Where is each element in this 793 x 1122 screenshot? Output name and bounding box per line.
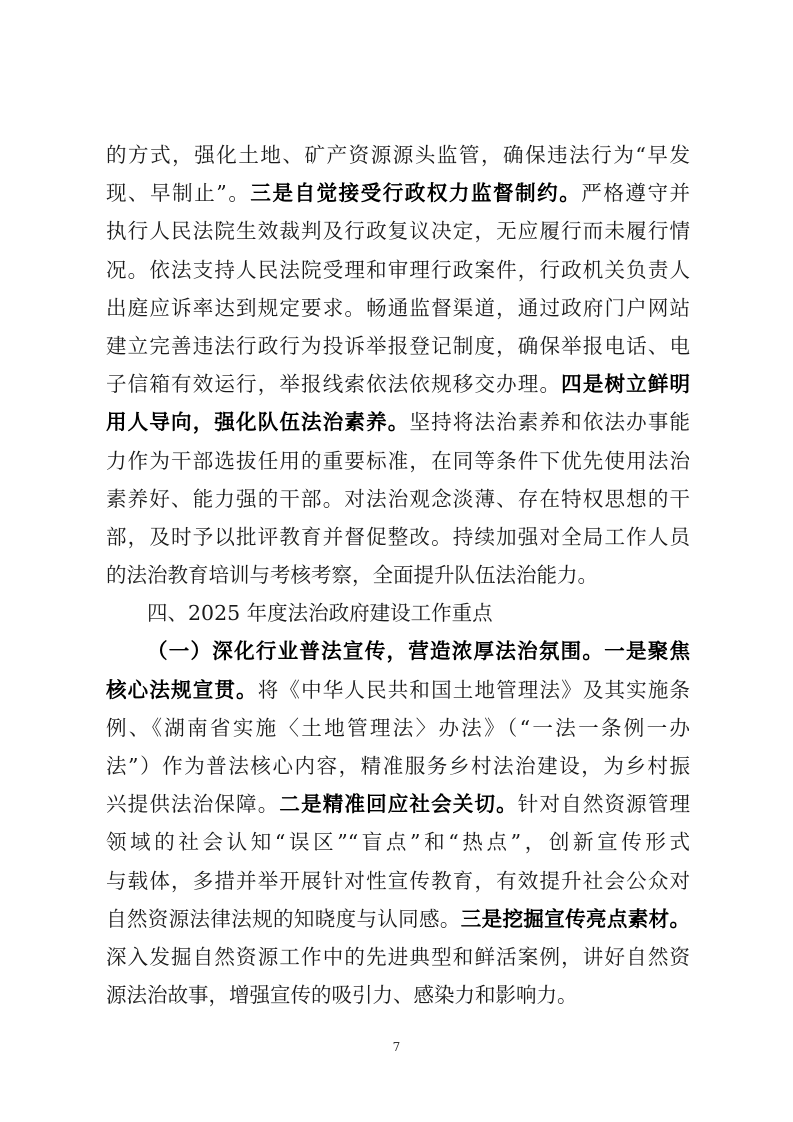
document-body	[106, 136, 690, 1014]
text-segment: 严格遵守并	[581, 181, 690, 206]
text-segment: 的法治教育培训与考核考察，全面提升队伍法治能力。	[106, 563, 598, 588]
text-segment: 部，及时予以批评教育并督促整改。持续加强对全局工作人员	[106, 524, 690, 549]
bold-text: 核心法规宣贯。	[106, 677, 258, 702]
text-line	[106, 747, 690, 785]
text-line	[106, 212, 690, 250]
text-line	[106, 518, 690, 556]
text-line	[106, 862, 690, 900]
bold-text: 用人导向，强化队伍法治素养。	[106, 410, 410, 435]
text-segment: 兴提供法治保障。	[106, 792, 280, 817]
text-line	[106, 174, 690, 212]
text-line	[106, 709, 690, 747]
text-segment: 执行人民法院生效裁判及行政复议决定，无应履行而未履行情	[106, 219, 690, 244]
text-segment: 四、2025 年度法治政府建设工作重点	[147, 601, 493, 626]
text-segment: 针对自然资源管理	[517, 792, 691, 817]
text-line	[106, 136, 690, 174]
bold-text: 四是树立鲜明	[561, 372, 691, 397]
bold-text: 一是聚焦	[604, 639, 690, 664]
page-number: 7	[392, 1040, 401, 1054]
text-segment: 法”）作为普法核心内容，精准服务乡村法治建设，为乡村振	[106, 754, 690, 778]
text-line	[106, 632, 690, 670]
text-segment: 况。依法支持人民法院受理和审理行政案件，行政机关负责人	[106, 257, 690, 282]
bold-text: 二是精准回应社会关切。	[279, 792, 518, 817]
text-segment: 的方式，强化土地、矿产资源源头监管，确保违法行为“早发	[106, 143, 690, 167]
text-segment: 素养好、能力强的干部。对法治观念淡薄、存在特权思想的干	[106, 486, 690, 511]
text-line	[106, 938, 690, 976]
text-line	[106, 671, 690, 709]
text-segment: 力作为干部选拔任用的重要标准，在同等条件下优先使用法治	[106, 448, 690, 473]
text-segment: 将《中华人民共和国土地管理法》及其实施条	[257, 677, 691, 702]
text-line	[106, 556, 690, 594]
text-line	[106, 251, 690, 289]
text-segment: 现、早制止”。	[106, 181, 251, 206]
text-line	[106, 823, 690, 861]
text-line	[106, 480, 690, 518]
bold-text: 三是自觉接受行政权力监督制约。	[250, 181, 582, 206]
text-segment: 自然资源法律法规的知晓度与认同感。	[106, 906, 461, 931]
text-segment: 源法治故事，增强宣传的吸引力、感染力和影响力。	[106, 983, 578, 1008]
bold-text: 三是挖掘宣传亮点素材。	[460, 906, 691, 931]
text-line	[106, 785, 690, 823]
text-line	[106, 976, 690, 1014]
text-segment: 深入发掘自然资源工作中的先进典型和鲜活案例，讲好自然资	[106, 944, 690, 969]
text-line	[106, 403, 690, 441]
text-segment: 坚持将法治素养和依法办事能	[409, 410, 691, 435]
text-segment: 领域的社会认知“误区”“盲点”和“热点”，创新宣传形式	[106, 830, 690, 855]
text-line	[106, 900, 690, 938]
text-segment: 与载体，多措并举开展针对性宣传教育，有效提升社会公众对	[106, 868, 690, 893]
bold-text: （一）深化行业普法宣传，营造浓厚法治氛围。	[147, 639, 605, 664]
text-line	[106, 327, 690, 365]
text-segment: 子信箱有效运行，举报线索依法依规移交办理。	[106, 372, 562, 397]
text-segment: 出庭应诉率达到规定要求。畅通监督渠道，通过政府门户网站	[106, 295, 690, 320]
text-segment: 例、《湖南省实施〈土地管理法〉办法》（“一法一条例一办	[106, 715, 690, 740]
text-line	[106, 442, 690, 480]
text-line	[106, 365, 690, 403]
text-line	[106, 594, 690, 632]
text-segment: 建立完善违法行政行为投诉举报登记制度，确保举报电话、电	[106, 333, 690, 358]
text-line	[106, 289, 690, 327]
